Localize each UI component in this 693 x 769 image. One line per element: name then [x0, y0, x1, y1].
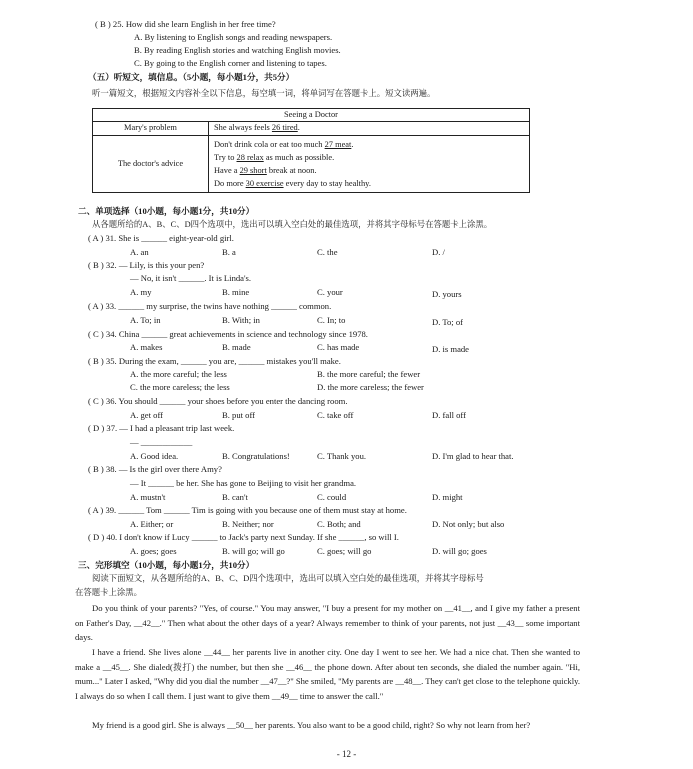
q34-stem: ( C ) 34. China ______ great achievements in science and technology since 1978. [88, 329, 368, 339]
blank-26: 26 tired [271, 123, 298, 133]
q33-opt-b: B. With; in [222, 315, 260, 325]
q40-answer: ( D ) [88, 532, 105, 542]
q37-stem2: — ____________ [130, 437, 193, 447]
q37-opt-b: B. Congratulations! [222, 451, 290, 461]
q36-stem: ( C ) 36. You should ______ your shoes before you enter the dancing room. [88, 396, 348, 406]
q34-answer: ( C ) [88, 329, 104, 339]
q36-answer: ( C ) [88, 396, 104, 406]
q34-opt-c: C. has made [317, 342, 360, 352]
q31-opt-a: A. an [130, 247, 149, 257]
q39-stem: ( A ) 39. ______ Tom ______ Tim is going with you because one of them must stay at home. [88, 505, 407, 515]
blank-30: 30 exercise [245, 178, 284, 188]
blank-29: 29 short [239, 165, 267, 175]
q36-opt-a: A. get off [130, 410, 164, 420]
q33-opt-d: D. To; of [432, 317, 463, 327]
q32-stem: ( B ) 32. — Lily, is this your pen? [88, 260, 205, 270]
q32-answer: ( B ) [88, 260, 104, 270]
q33-stem: ( A ) 33. ______ my surprise, the twins have nothing ______ common. [88, 301, 332, 311]
section3-instruction-2: 在答题卡上涂黑。 [75, 588, 142, 597]
q35-opt-c: C. the more careless; the less [130, 382, 230, 392]
q32-opt-c: C. your [317, 287, 343, 297]
q38-opt-a: A. mustn't [130, 492, 166, 502]
advice-line-30: Do more 30 exercise every day to stay healthy. [214, 178, 371, 188]
q34-opt-b: B. made [222, 342, 251, 352]
blank-28: 28 relax [236, 152, 264, 162]
table-title: Seeing a Doctor [93, 109, 530, 122]
q39-opt-a: A. Either; or [130, 519, 174, 529]
section5-instruction: 听一篇短文，根据短文内容补全以下信息，每空填一词，将单词写在答题卡上。短文读两遍。 [92, 89, 436, 98]
advice-cell [209, 135, 530, 192]
q39-opt-d: D. Not only; but also [432, 519, 505, 529]
section3-title: 三、完形填空（10小题，每小题1分，共10分） [78, 560, 255, 570]
q25-option-b: B. By reading English stories and watching English movies. [134, 45, 341, 55]
q40-opt-c: C. goes; will go [317, 546, 372, 556]
seeing-doctor-table [92, 108, 530, 193]
q37-stem: ( D ) 37. — I had a pleasant trip last week. [88, 423, 235, 433]
q38-opt-c: C. could [317, 492, 347, 502]
q31-answer: ( A ) [88, 233, 104, 243]
q32-opt-d: D. yours [432, 289, 462, 299]
q40-opt-a: A. goes; goes [130, 546, 177, 556]
q34-opt-a: A. makes [130, 342, 163, 352]
q36-opt-b: B. put off [222, 410, 256, 420]
q31-opt-c: C. the [317, 247, 338, 257]
q32-opt-a: A. my [130, 287, 152, 297]
problem-text: She always feels [214, 123, 270, 133]
q31-opt-b: B. a [222, 247, 236, 257]
q35-opt-a: A. the more careful; the less [130, 369, 227, 379]
q40-stem: ( D ) 40. I don't know if Lucy ______ to Jack's party next Sunday. If she ______, so will I. [88, 532, 399, 542]
cloze-paragraph-2: I have a friend. She lives alone __44__ her parents live in another city. One day I went to see her. We had a nice chat. Then she wanted to make a __45__. She dialed(拨打) the number, but then she __46__ the phone down. After about ten seconds, she dialed the number again. "Hi, mum..." Later I asked, "Why did you dial the number __47__?" She smiled, "My parents are __48__. They can't get close to the telephone quickly. I always do so when I call them. I just want to give them __49__ time to answer the call." [75, 647, 580, 702]
q40-opt-d: D. will go; goes [432, 546, 487, 556]
q39-opt-c: C. Both; and [317, 519, 361, 529]
q31-stem: ( A ) 31. She is ______ eight-year-old girl. [88, 233, 234, 243]
q25-option-c: C. By going to the English corner and listening to tapes. [134, 58, 327, 68]
q32-opt-b: B. mine [222, 287, 250, 297]
q39-opt-b: B. Neither; nor [222, 519, 274, 529]
advice-line-27: Don't drink cola or eat too much 27 meat. [214, 139, 354, 149]
q37-opt-a: A. Good idea. [130, 451, 179, 461]
q36-opt-c: C. take off [317, 410, 354, 420]
q31-opt-d: D. / [432, 247, 445, 257]
q35-answer: ( B ) [88, 356, 104, 366]
advice-line-29: Have a 29 short break at noon. [214, 165, 317, 175]
q38-stem: ( B ) 38. — Is the girl over there Amy? [88, 464, 222, 474]
advice-line-28: Try to 28 relax as much as possible. [214, 152, 335, 162]
cloze-paragraph-1: Do you think of your parents? "Yes, of course." You may answer, "I buy a present for my mother on __41__, and I give my father a present on Father's Day, __42__." Then what about the other days of a year? Always remember to think of your parents, not just __43__ some important days. [75, 603, 580, 643]
problem-cell: She always feels 26 tired. [209, 122, 530, 135]
page-number: - 12 - [336, 749, 357, 759]
q25-option-a: A. By listening to English songs and reading newspapers. [134, 32, 333, 42]
q37-opt-c: C. Thank you. [317, 451, 367, 461]
advice-label: The doctor's advice [93, 135, 209, 192]
section2-instruction: 从各题所给的A、B、C、D四个选项中，选出可以填入空白处的最佳选项，并将其字母标号在答题卡上涂黑。 [92, 220, 493, 229]
section3-instruction: 阅读下面短文，从各题所给的A、B、C、D四个选项中，选出可以填入空白处的最佳选项，并将其字母标号 [92, 574, 484, 583]
cloze-paragraph-3: My friend is a good girl. She is always __50__ her parents. You also want to be a good child, right? So why not learn from her? [92, 720, 531, 730]
q37-opt-d: D. I'm glad to hear that. [432, 451, 514, 461]
section2-title: 二、单项选择（10小题，每小题1分，共10分） [78, 206, 255, 216]
q37-answer: ( D ) [88, 423, 105, 433]
q25-stem [95, 20, 276, 29]
q34-opt-d: D. is made [432, 344, 469, 354]
q35-stem: ( B ) 35. During the exam, ______ you are, ______ mistakes you'll make. [88, 356, 341, 366]
q38-answer: ( B ) [88, 464, 104, 474]
q38-opt-b: B. can't [222, 492, 248, 502]
q33-opt-a: A. To; in [130, 315, 161, 325]
problem-label: Mary's problem [93, 122, 209, 135]
q25-text: 25. How did she learn English in her free time? [112, 19, 276, 29]
q35-opt-d: D. the more careless; the fewer [317, 382, 424, 392]
q40-opt-b: B. will go; will go [222, 546, 285, 556]
q35-opt-b: B. the more careful; the fewer [317, 369, 421, 379]
q25-answer: ( B ) [95, 19, 111, 29]
q33-answer: ( A ) [88, 301, 104, 311]
section5-title: （五）听短文，填信息。（5小题，每小题1分，共5分） [88, 72, 295, 82]
q36-opt-d: D. fall off [432, 410, 466, 420]
q38-opt-d: D. might [432, 492, 463, 502]
blank-27: 27 meat [324, 139, 352, 149]
q39-answer: ( A ) [88, 505, 104, 515]
q33-opt-c: C. In; to [317, 315, 346, 325]
q38-stem2: — It ______ be her. She has gone to Beijing to visit her grandma. [130, 478, 357, 488]
q32-stem2: — No, it isn't ______. It is Linda's. [130, 273, 252, 283]
